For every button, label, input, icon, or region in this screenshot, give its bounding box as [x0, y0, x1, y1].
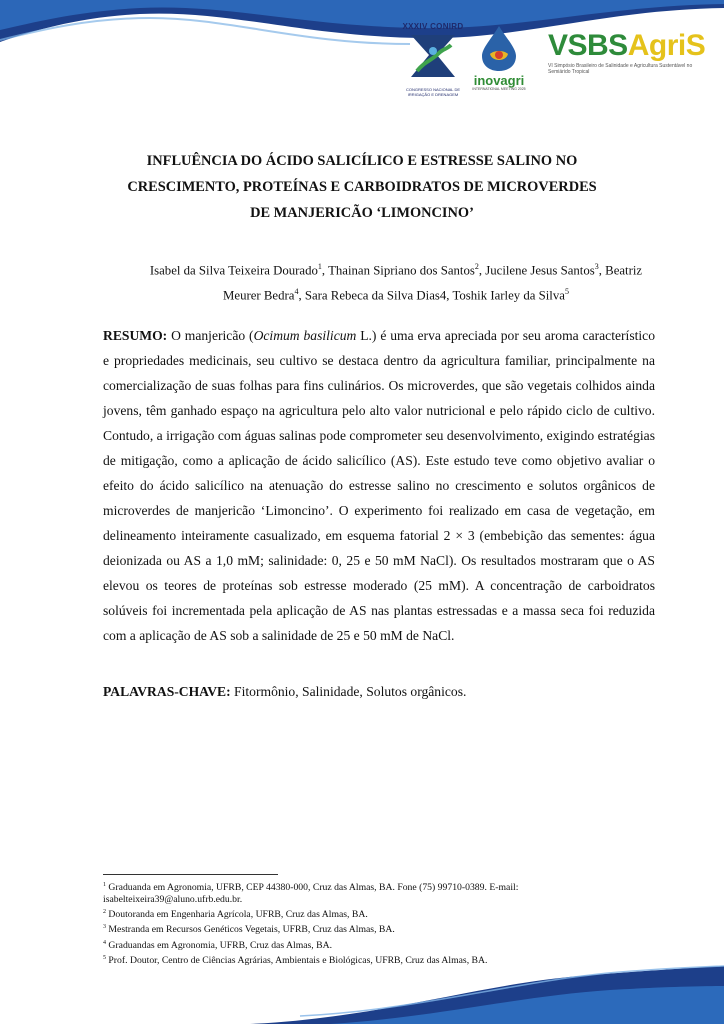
- footnote: $^2$ Doutoranda em Engenharia Agrícola, UFRB, Cruz das Almas, BA.: [103, 909, 368, 921]
- inovagri-logo: [468, 24, 530, 104]
- vsbs-agris-logo: [548, 29, 706, 100]
- abstract: RESUMO: O manjericão (Ocimum basilicum L.) é uma erva apreciada por seu aroma característico e propriedades medicinais, seu cultivo se destaca dentro da agricultura familiar, principalmente na comercialização de suas folhas para fins culinários. Os microverdes, que são vegetais colhidos ainda jovens, têm ganhado espaço na agricultura pelo alto valor nutricional e pelo rápido ciclo de cultivo. Contudo, a irrigação com águas salinas pode comprometer seu desenvolvimento, exigindo estratégias de mitigação, como a aplicação de ácido salicílico (AS). Este estudo teve como objetivo avaliar o efeito do ácido salicílico na atenuação do estresse salino no crescimento e solutos orgânicos de microverdes de manjericão ‘Limoncino’. O experimento foi realizado em casa de vegetação, em delineamento inteiramente casualizado, em esquema fatorial 2 × 3 (embebição das sementes: água deionizada ou AS a 1,0 mM; salinidade: 0, 25 e 50 mM NaCl). Os resultados mostraram que o AS elevou os teores de proteínas sob estresse moderado (25 mM). A concentração de carboidratos solúveis foi incrementada pela aplicação de AS nas plantas estressadas e a massa seca foi reduzida com a aplicação de AS sob a salinidade de 25 e 50 mM de NaCl.: [103, 328, 655, 643]
- water-drop-icon: [476, 24, 522, 72]
- footnote-divider: [103, 874, 278, 875]
- footnote: $^3$ Mestranda em Recursos Genéticos Vegetais, UFRB, Cruz das Almas, BA.: [103, 924, 395, 936]
- author-name: Isabel da Silva Teixeira Dourado: [149, 263, 318, 278]
- author-list: Isabel da Silva Teixeira Dourado$^1$, Thainan Sipriano dos Santos$^2$, Jucilene Jesus Santos$^3$, Beatriz Meurer Bedra$^4$, Sara Rebeca da Silva Dias4, Toshik Iarley da Silva$^5$: [149, 262, 643, 303]
- author-name: Toshik Iarley da Silva: [452, 288, 565, 303]
- keywords-label: PALAVRAS-CHAVE:: [103, 684, 231, 699]
- conird-logo: [398, 22, 468, 102]
- species-name: Ocimum basilicum: [253, 328, 357, 343]
- keywords-text: Fitormônio, Salinidade, Solutos orgânicos.: [230, 684, 467, 699]
- inovagri-logo-subtitle: INTERNATIONAL MEETING 2025: [472, 87, 526, 91]
- author-name: Jucilene Jesus Santos: [485, 263, 595, 278]
- footnote: $^1$ Graduanda em Agronomia, UFRB, CEP 44380-000, Cruz das Almas, BA. Fone (75) 99710-0389. E-mail: isabelteixeira39@aluno.ufrb.edu.br.: [103, 882, 519, 906]
- vsbs-logo-tagline: VI Simpósio Brasileiro de Salinidade e Agricultura Sustentável no Semiárido Tropical: [548, 63, 693, 75]
- keywords: [103, 679, 655, 704]
- conird-logo-subtitle: CONGRESSO NACIONAL DE IRRIGAÇÃO E DRENAGEM: [405, 87, 461, 97]
- abstract-label: RESUMO:: [103, 328, 168, 343]
- vsbs-logo-wordmark: VSBSAgriS: [548, 29, 706, 62]
- paper-title: INFLUÊNCIA DO ÁCIDO SALICÍLICO E ESTRESSE SALINO NO CRESCIMENTO, PROTEÍNAS E CARBOIDRATOS DE MICROVERDES DE MANJERICÃO ‘LIMONCINO’: [127, 153, 597, 221]
- event-logos: [388, 20, 706, 105]
- conird-emblem-icon: [407, 31, 459, 81]
- footnote: $^5$ Prof. Doutor, Centro de Ciências Agrárias, Ambientais e Biológicas, UFRB, Cruz das Almas, BA.: [103, 954, 488, 967]
- author-name: Beatriz Meurer Bedra: [223, 263, 643, 303]
- inovagri-logo-name: inovagri: [473, 73, 525, 88]
- conird-logo-title: XXXIV CONIRD: [402, 22, 464, 31]
- footnote: $^4$ Graduandas em Agronomia, UFRB, Cruz das Almas, BA.: [103, 939, 333, 951]
- footer-wave-decoration: [0, 954, 724, 1024]
- author-name: Thainan Sipriano dos Santos: [328, 263, 475, 278]
- author-name: Sara Rebeca da Silva Dias4: [304, 288, 447, 303]
